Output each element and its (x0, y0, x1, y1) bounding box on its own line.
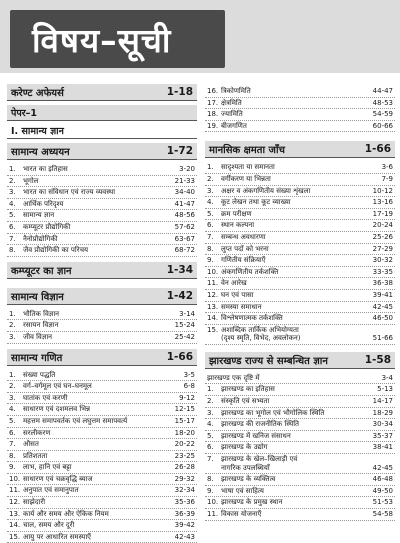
toc-row[interactable] (7, 497, 197, 509)
list-jharkhand (205, 384, 395, 520)
toc-row-pages: 30-32 (372, 256, 393, 265)
toc-row-title: अंकगणितीय तर्कशक्ति (221, 267, 279, 276)
toc-row-number: 16. (207, 87, 219, 95)
toc-row[interactable] (205, 267, 395, 279)
section-ganit[interactable]: सामान्य गणित 1-66 (7, 349, 197, 366)
toc-row-pages: 36-38 (372, 279, 393, 288)
toc-row-title: स्थान कल्पना (221, 221, 255, 230)
toc-row-pages: 49-50 (372, 486, 393, 495)
toc-row-pages: 23-25 (174, 451, 195, 460)
list-samanya-adhyayan (7, 164, 197, 257)
toc-row[interactable] (7, 210, 197, 222)
toc-row-title: भौतिक विज्ञान (23, 309, 60, 318)
toc-row-title: बीजगणित (221, 121, 247, 130)
toc-row-title: झारखण्ड के खेल–खिलाड़ी एवं नागरिक उपलब्धियाँ (221, 455, 298, 472)
toc-row-number: 2. (207, 397, 214, 406)
toc-row-number: 7. (9, 440, 16, 449)
toc-row-pages: 7-9 (381, 174, 393, 183)
list-ganit-continued (205, 86, 395, 132)
toc-row-number: 3. (9, 332, 16, 341)
toc-row-pages: 20-24 (372, 221, 393, 230)
toc-row-pages: 42-45 (372, 463, 393, 472)
page-header (0, 0, 400, 73)
toc-row-pages: 15-24 (174, 321, 195, 330)
toc-row-pages: 48-53 (372, 98, 393, 107)
toc-row-number: 11. (9, 486, 21, 495)
section-computer[interactable]: कम्प्यूटर का ज्ञान 1-34 (7, 262, 197, 279)
toc-row-title: झारखण्ड का भूगोल एवं भौगोलिक स्थिति (221, 408, 325, 417)
toc-row-pages: 46-50 (372, 314, 393, 323)
toc-row[interactable] (205, 109, 395, 121)
toc-row[interactable] (205, 232, 395, 244)
toc-row[interactable] (205, 220, 395, 232)
toc-row-title: आयु पर आधारित समस्याएँ (23, 532, 92, 541)
toc-row-number: 18. (207, 110, 219, 119)
toc-row-number: 5. (207, 431, 214, 440)
toc-row[interactable] (205, 186, 395, 198)
toc-row-title: महत्तम समापवर्तक एवं लघुत्तम समापवर्त्य (23, 416, 128, 425)
toc-row-title: वर्ग–वर्गमूल एवं घन–घनमूल (23, 382, 92, 391)
toc-row-pages: 3-20 (179, 165, 195, 173)
toc-row[interactable] (7, 520, 197, 532)
toc-row[interactable] (7, 222, 197, 234)
toc-row[interactable] (7, 234, 197, 246)
toc-row-pages: 27-29 (372, 244, 393, 253)
toc-row[interactable] (205, 209, 395, 221)
toc-row-pages: 54-59 (372, 110, 393, 119)
toc-row-pages: 34-40 (174, 188, 195, 197)
toc-row[interactable] (7, 393, 197, 405)
toc-row-number: 4. (9, 199, 16, 208)
toc-row-title: आर्थिक परिदृश्य (23, 199, 64, 208)
section-samanya-adhyayan[interactable]: सामान्य अध्ययन 1-72 (7, 143, 197, 160)
toc-row[interactable] (205, 509, 395, 521)
toc-row-pages: 13-16 (372, 198, 393, 207)
toc-row[interactable] (205, 255, 395, 267)
toc-row-title: ज्यामिति (221, 110, 243, 119)
toc-row-number: 6. (207, 443, 214, 452)
toc-row-title: साधारण एवं चक्रवृद्धि ब्याज (23, 474, 93, 483)
toc-row-title: गणितीय संक्रियाएँ (221, 256, 266, 265)
toc-row[interactable] (7, 462, 197, 474)
toc-row[interactable] (7, 199, 197, 211)
toc-row-title: क्षेत्रमिति (221, 98, 242, 107)
toc-row-number: 6. (9, 222, 16, 231)
toc-row-title: अनुपात एवं समानुपात (23, 486, 79, 495)
toc-row-pages: 33-35 (372, 267, 393, 276)
toc-row-title: नैनोप्रौद्योगिकी (23, 234, 58, 243)
toc-row-number: 8. (9, 451, 16, 460)
toc-row[interactable] (205, 98, 395, 110)
toc-row-pages: 26-28 (174, 463, 195, 472)
toc-row-pages: 18-29 (372, 408, 393, 417)
toc-row-title: भारत का इतिहास (23, 165, 68, 173)
toc-row-pages: 42-45 (372, 302, 393, 311)
toc-row-number: 7. (9, 234, 16, 243)
toc-row-title: भाषा एवं साहित्य (221, 486, 264, 495)
toc-row-number: 8. (207, 475, 214, 484)
toc-row-title: साझेदारी (23, 498, 46, 507)
toc-row-title: झारखण्ड के व्यक्तित्व (221, 475, 276, 484)
toc-row-title: कार्य और समय और ऐकिक नियम (23, 509, 109, 518)
toc-row[interactable] (205, 302, 395, 314)
toc-row-title: झारखण्ड में खनिज संसाधन (221, 431, 291, 440)
toc-row-number: 15. (207, 325, 219, 334)
toc-row[interactable] (7, 370, 197, 382)
toc-row[interactable] (205, 162, 395, 174)
toc-row-title: झारखण्ड के उद्योग (221, 443, 268, 452)
toc-row-number: 13. (207, 302, 219, 311)
toc-row-title: समस्या समाधान (221, 302, 262, 311)
toc-row-pages: 35-36 (174, 498, 195, 507)
toc-row-pages: 68-72 (174, 246, 195, 255)
toc-row[interactable] (205, 431, 395, 443)
toc-row-number: 9. (9, 463, 16, 472)
toc-row-title: चाल, समय और दूरी (23, 521, 75, 530)
toc-row[interactable] (7, 404, 197, 416)
toc-row-title: घातांक एवं करणी (23, 393, 68, 402)
toc-row-pages: 3-5 (183, 370, 195, 379)
toc-row[interactable] (205, 313, 395, 325)
toc-left-column (7, 84, 197, 543)
toc-row[interactable] (205, 384, 395, 396)
toc-row-number: 9. (207, 256, 214, 265)
toc-row-number: 5. (9, 416, 16, 425)
toc-row-pages: 51-53 (372, 498, 393, 507)
toc-row-title: औसत (23, 440, 39, 449)
toc-row-pages: 9-12 (179, 393, 195, 402)
toc-row-pages: 57-62 (174, 222, 195, 231)
toc-row-number: 6. (207, 221, 214, 230)
toc-row-title: क्रम परीक्षण (221, 209, 252, 218)
toc-row-number: 3. (9, 393, 16, 402)
toc-row-number: 8. (9, 246, 16, 255)
toc-row[interactable] (7, 332, 197, 344)
toc-row-number: 12. (207, 290, 219, 299)
toc-row-pages: 3-6 (381, 163, 393, 172)
toc-row-pages: 48-56 (174, 211, 195, 220)
toc-row-pages: 44-47 (372, 87, 393, 95)
toc-row[interactable] (7, 164, 197, 176)
toc-row-pages: 17-19 (372, 209, 393, 218)
toc-row-pages: 60-66 (372, 121, 393, 130)
toc-row-number: 11. (207, 279, 219, 288)
toc-row-number: 9. (207, 486, 214, 495)
toc-row[interactable] (205, 497, 395, 509)
toc-row-number: 7. (207, 455, 214, 464)
section-vigyan[interactable]: सामान्य विज्ञान 1-42 (7, 288, 197, 305)
toc-row-title: वेन आरेख (221, 279, 247, 288)
toc-row[interactable] (205, 197, 395, 209)
toc-row[interactable] (7, 532, 197, 543)
toc-row-pages: 36-39 (174, 509, 195, 518)
toc-row-pages: 29-32 (174, 474, 195, 483)
toc-row[interactable] (7, 309, 197, 321)
toc-row[interactable] (205, 174, 395, 186)
toc-row[interactable] (7, 451, 197, 463)
toc-row-pages: 41-47 (174, 199, 195, 208)
toc-row-title: अशाब्दिक तार्किक अभियोग्यता (दृश्य स्मृति, विभेद, अवलोकन) (221, 325, 301, 343)
toc-right-column (205, 86, 395, 521)
toc-row-number: 2. (207, 174, 214, 183)
toc-row-pages: 30-34 (372, 420, 393, 429)
toc-row[interactable] (7, 509, 197, 521)
toc-row[interactable] (205, 325, 395, 345)
toc-row[interactable] (205, 396, 395, 408)
toc-row-number: 1. (207, 163, 214, 172)
list-mansik (205, 162, 395, 345)
toc-row-number: 7. (207, 232, 214, 241)
toc-row-title: सादृश्यता या समानता (221, 163, 275, 172)
toc-row-pages: 54-58 (372, 510, 393, 518)
toc-row-number: 17. (207, 98, 219, 107)
part-heading: I. सामान्य ज्ञान (7, 124, 197, 139)
list-vigyan (7, 309, 197, 344)
toc-row-number: 6. (9, 428, 16, 437)
toc-row[interactable] (7, 245, 197, 257)
toc-row[interactable] (205, 121, 395, 133)
toc-row-number: 1. (9, 165, 16, 173)
toc-row-title: झारखण्ड का इतिहास (221, 385, 275, 394)
toc-row-number: 19. (207, 121, 219, 130)
toc-row-number: 10. (9, 474, 21, 483)
toc-row-number: 14. (207, 314, 219, 323)
toc-row-title: प्रतिशतता (23, 451, 48, 460)
section-current-affairs[interactable]: करेण्ट अफेयर्स 1-18 (7, 84, 197, 101)
toc-row-pages: 63-67 (174, 234, 195, 243)
toc-row-pages: 42-43 (174, 532, 195, 541)
toc-row-title: लुप्त पदों को भरना (221, 244, 269, 253)
toc-row-number: 2. (9, 382, 16, 391)
toc-row[interactable] (7, 474, 197, 486)
toc-row-title: विकास योजनाएँ (221, 510, 262, 518)
toc-row-pages: 14-17 (372, 397, 393, 406)
toc-row-title: जैव प्रौद्योगिकी का परिचय (23, 246, 89, 255)
toc-row-number: 3. (207, 186, 214, 195)
toc-row[interactable] (205, 486, 395, 498)
toc-row-pages: 12-15 (174, 405, 195, 414)
toc-row[interactable] (7, 428, 197, 440)
toc-row-number: 5. (207, 209, 214, 218)
page-title: विषय–सूची (10, 10, 225, 68)
toc-row-number: 5. (9, 211, 16, 220)
toc-row-title: सम्बन्ध अवधारणा (221, 232, 266, 241)
toc-row-pages: 25-26 (372, 232, 393, 241)
toc-row[interactable] (205, 419, 395, 431)
toc-row-title: कूट लेखन तथा कूट व्याख्या (221, 198, 291, 207)
toc-row[interactable] (205, 474, 395, 486)
list-ganit (7, 370, 197, 543)
toc-row-pages: 3-14 (179, 309, 195, 318)
toc-row-pages: 39-42 (174, 521, 195, 530)
toc-row[interactable] (7, 176, 197, 188)
toc-row-pages: 38-41 (372, 443, 393, 452)
toc-row[interactable] (7, 439, 197, 451)
toc-row[interactable] (205, 244, 395, 256)
toc-row-number: 12. (9, 498, 21, 507)
toc-row-pages: 15-17 (174, 416, 195, 425)
toc-row-title: झारखण्ड की राजनीतिक स्थिति (221, 420, 300, 429)
toc-row-title: विश्लेषणात्मक तर्कशक्ति (221, 314, 283, 323)
toc-row-title: अक्षर व अंकगणितीय संख्या शृंखला (221, 186, 311, 195)
toc-row-pages: 6-8 (183, 382, 195, 391)
toc-row[interactable] (205, 454, 395, 474)
toc-row-number: 2. (9, 321, 16, 330)
toc-row-title: त्रिकोणमिति (221, 87, 251, 95)
toc-row[interactable] (205, 442, 395, 454)
toc-row-title: घन एवं पासा (221, 290, 254, 299)
toc-row[interactable] (7, 187, 197, 199)
toc-row-title: रसायन विज्ञान (23, 321, 59, 330)
toc-row-pages: 25-42 (174, 332, 195, 341)
toc-row-number: 1. (207, 385, 214, 394)
toc-row-number: 4. (207, 420, 214, 429)
toc-row-number: 3. (9, 188, 16, 197)
toc-row-title: कम्प्यूटर प्रौद्योगिकी (23, 222, 71, 231)
toc-row[interactable] (7, 381, 197, 393)
toc-row-title: सरलीकरण (23, 428, 51, 437)
toc-row-pages: 20-22 (174, 440, 195, 449)
toc-row-pages: 35-37 (372, 431, 393, 440)
toc-row-pages: 5-13 (377, 385, 393, 394)
paper-heading: पेपर–1 (7, 105, 197, 121)
toc-row-title: भारत का संविधान एवं राज्य व्यवस्था (23, 188, 116, 197)
toc-row-pages: 51-66 (372, 334, 393, 343)
toc-row-title: भूगोल (23, 176, 39, 185)
toc-row-title: सामान्य ज्ञान (23, 211, 55, 220)
toc-row-title: जीव विज्ञान (23, 332, 53, 341)
toc-row[interactable] (205, 290, 395, 302)
toc-row-pages: 18-20 (174, 428, 195, 437)
toc-row-pages: 10-12 (372, 186, 393, 195)
toc-row-number: 10. (207, 267, 219, 276)
toc-row-number: 2. (9, 176, 16, 185)
toc-row[interactable] (205, 408, 395, 420)
toc-row-number: 4. (9, 405, 16, 414)
toc-row[interactable] (7, 485, 197, 497)
toc-row-number: 11. (207, 510, 219, 518)
toc-row[interactable] (7, 320, 197, 332)
section-mansik[interactable]: मानसिक क्षमता जाँच 1-66 (205, 141, 395, 158)
toc-row-number: 3. (207, 408, 214, 417)
toc-row-number: 15. (9, 532, 21, 541)
toc-row[interactable] (7, 416, 197, 428)
toc-row-number: 14. (9, 521, 21, 530)
toc-row-pages: 21-33 (174, 176, 195, 185)
toc-row-number: 4. (207, 198, 214, 207)
jharkhand-intro-row[interactable]: झारखण्ड एक दृष्टि में 3-4 (205, 373, 395, 385)
toc-row-number: 8. (207, 244, 214, 253)
toc-row-number: 13. (9, 509, 21, 518)
toc-row-pages: 46-48 (372, 475, 393, 484)
toc-row-number: 10. (207, 498, 219, 507)
toc-row-number: 1. (9, 309, 16, 318)
toc-row[interactable] (205, 86, 395, 98)
toc-row-title: संख्या पद्धति (23, 370, 56, 379)
toc-row-title: साधारण एवं दशमलव भिन्न (23, 405, 91, 414)
toc-row-pages: 32-34 (174, 486, 195, 495)
toc-row-title: लाभ, हानि एवं बट्टा (23, 463, 72, 472)
toc-row-title: वर्गीकरण या भिन्नता (221, 174, 271, 183)
toc-row-pages: 39-41 (372, 290, 393, 299)
toc-row-title: संस्कृति एवं सभ्यता (221, 397, 270, 406)
toc-row[interactable] (205, 278, 395, 290)
section-jharkhand[interactable]: झारखण्ड राज्य से सम्बन्धित ज्ञान 1-58 (205, 352, 395, 369)
toc-row-number: 1. (9, 370, 16, 379)
toc-row-title: झारखण्ड के प्रमुख स्थान (221, 498, 283, 507)
